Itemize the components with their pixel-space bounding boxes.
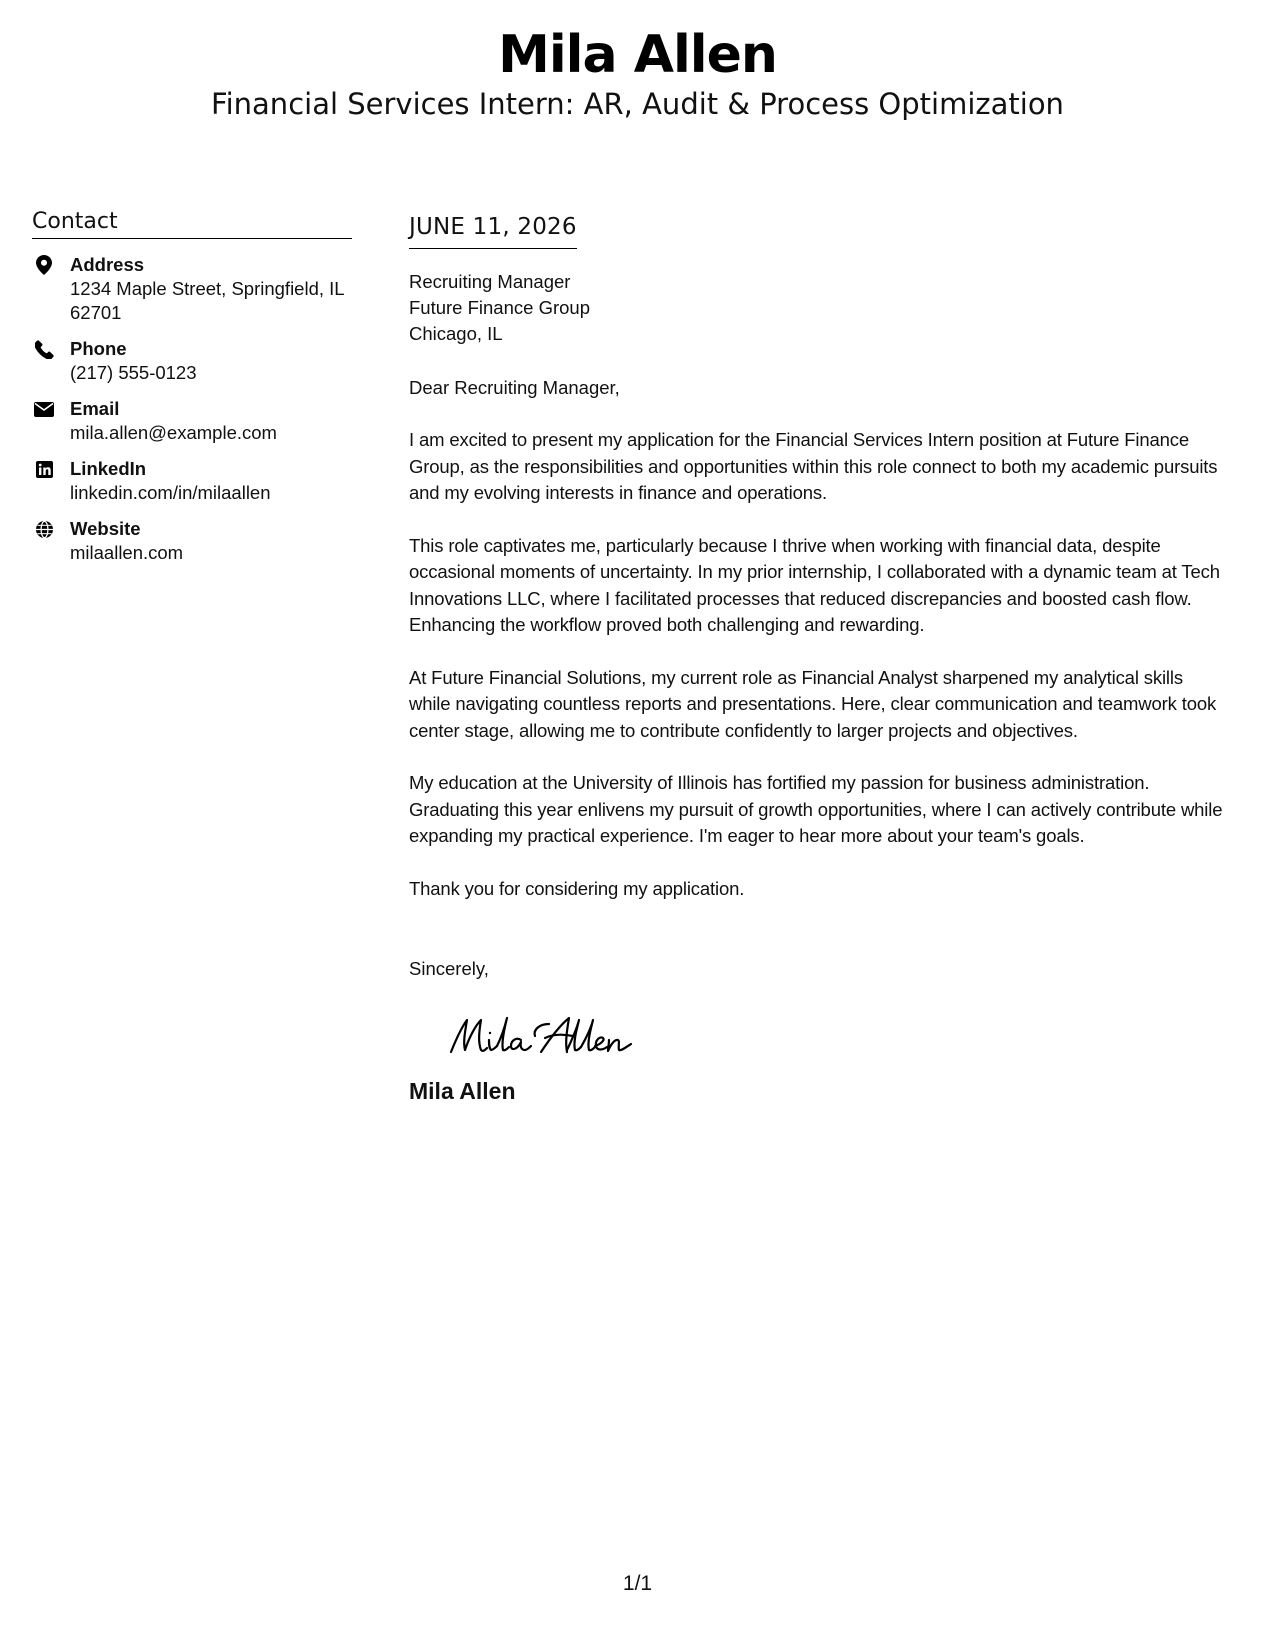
letter-date: JUNE 11, 2026	[409, 212, 577, 249]
contact-phone	[32, 337, 352, 385]
letter-paragraph: This role captivates me, particularly because I thrive when working with financial data, despite occasional moments of uncertainty. In my prior internship, I collaborated with a dynamic team at Tech Innovations LLC, where I facilitated processes that reduced discrepancies and boosted cash flow. Enhancing the workflow proved both challenging and rewarding.	[409, 534, 1220, 635]
globe-icon	[34, 519, 54, 539]
applicant-name: Mila Allen	[498, 25, 777, 85]
contact-value-linkedin: linkedin.com/in/milaallen	[70, 482, 271, 503]
linkedin-icon	[34, 459, 54, 479]
recipient-block	[409, 269, 1229, 347]
phone-icon	[34, 339, 54, 359]
letter-paragraph: Thank you for considering my application.	[409, 877, 745, 899]
applicant-headline: Financial Services Intern: AR, Audit & Process Optimization	[211, 87, 1064, 121]
recipient-location: Chicago, IL	[409, 323, 503, 344]
recipient-name: Recruiting Manager	[409, 271, 571, 292]
location-pin-icon	[34, 255, 54, 275]
envelope-icon	[34, 399, 54, 419]
salutation: Dear Recruiting Manager,	[409, 377, 620, 398]
letter-paragraph: My education at the University of Illinois has fortified my passion for business administration. Graduating this year enlivens my pursuit of growth opportunities, where I can actively contribute while expanding my practical experience. I'm eager to hear more about your team's goals.	[409, 772, 1223, 846]
contact-value-address: 1234 Maple Street, Springfield, IL 62701	[70, 278, 344, 323]
contact-label-phone: Phone	[70, 338, 127, 359]
letter-paragraph: At Future Financial Solutions, my current role as Financial Analyst sharpened my analytical skills while navigating countless reports and presentations. Here, clear communication and teamwork took center stage, allowing me to contribute confidently to larger projects and objectives.	[409, 666, 1217, 741]
contact-address	[32, 253, 352, 325]
contact-value-email: mila.allen@example.com	[70, 422, 277, 443]
contact-label-address: Address	[70, 254, 145, 275]
contact-value-phone: (217) 555-0123	[70, 362, 197, 383]
contact-heading: Contact	[32, 208, 352, 239]
letter-body	[409, 212, 1229, 1106]
contact-sidebar	[32, 208, 352, 577]
contact-label-website: Website	[70, 518, 141, 539]
signer-name: Mila Allen	[409, 1078, 516, 1104]
letter-header	[0, 20, 1275, 122]
page-number: 1/1	[622, 1572, 653, 1595]
contact-email	[32, 397, 352, 445]
recipient-company: Future Finance Group	[409, 297, 590, 318]
contact-label-linkedin: LinkedIn	[70, 458, 147, 479]
closing: Sincerely,	[409, 958, 489, 979]
contact-label-email: Email	[70, 398, 120, 419]
contact-value-website: milaallen.com	[70, 542, 184, 563]
letter-paragraph: I am excited to present my application for the Financial Services Intern position at Future Finance Group, as the responsibilities and opportunities within this role connect to both my academic pursuits and my evolving interests in finance and operations.	[409, 429, 1218, 503]
contact-website	[32, 517, 352, 565]
contact-linkedin	[32, 457, 352, 505]
handwritten-signature	[445, 1008, 645, 1062]
